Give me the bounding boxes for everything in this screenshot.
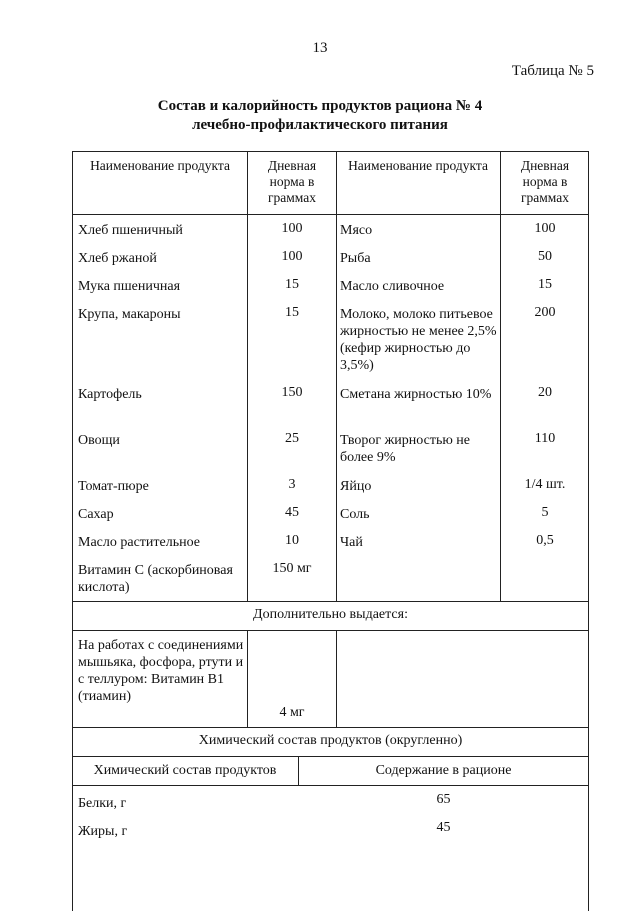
chemical-title-bottom-border <box>72 756 589 757</box>
header-bottom-border <box>72 214 589 215</box>
row-5-right-value: 20 <box>538 385 552 400</box>
row-1-right-name: Мясо <box>340 223 373 238</box>
row-10-left-value: 150 мг <box>272 561 312 576</box>
chemical-row-2-name: Жиры, г <box>78 824 128 839</box>
row-4-left-name: Крупа, макароны <box>78 307 181 322</box>
row-1-left-value: 100 <box>281 221 303 236</box>
row-2-left-value: 100 <box>281 249 303 264</box>
additional-label-bottom-border <box>72 630 589 631</box>
row-4-right-value: 200 <box>534 305 556 320</box>
row-7-left-name: Томат-пюре <box>78 479 149 494</box>
page-number: 13 <box>312 40 328 56</box>
header-product-left: Наименование продукта <box>90 158 230 173</box>
row-9-right-name: Чай <box>340 535 363 550</box>
col-divider-1-additional <box>247 630 248 727</box>
row-3-right-value: 15 <box>538 277 552 292</box>
row-6-right-name: Творог жирностью не более 9% <box>340 433 470 465</box>
row-8-left-name: Сахар <box>78 507 114 522</box>
col-divider-1-upper <box>247 151 248 601</box>
table-top-border <box>72 151 589 152</box>
additional-item-value: 4 мг <box>279 705 305 720</box>
page-title <box>0 97 640 135</box>
row-6-left-name: Овощи <box>78 433 120 448</box>
row-1-right-value: 100 <box>534 221 556 236</box>
additional-label: Дополнительно выдается: <box>253 607 408 622</box>
row-2-right-value: 50 <box>538 249 552 264</box>
col-divider-2-additional <box>336 630 337 727</box>
row-3-left-value: 15 <box>285 277 299 292</box>
row-5-left-value: 150 <box>281 385 303 400</box>
title-line-2: лечебно-профилактического питания <box>192 117 448 133</box>
table-ref: Таблица № 5 <box>511 63 594 79</box>
row-7-left-value: 3 <box>288 477 296 492</box>
row-7-right-value: 1/4 шт. <box>524 477 566 492</box>
row-2-right-name: Рыба <box>340 251 371 266</box>
row-2-left-name: Хлеб ржаной <box>78 251 157 266</box>
row-9-left-value: 10 <box>285 533 299 548</box>
row-7-right-name: Яйцо <box>340 479 372 494</box>
header-daily-right: Дневная норма в граммах <box>520 158 570 205</box>
title-line-1: Состав и калорийность продуктов рациона № 4 <box>157 98 483 114</box>
row-9-left-name: Масло растительное <box>78 535 200 550</box>
chemical-col1-header: Химический состав продуктов <box>93 763 277 778</box>
row-6-left-value: 25 <box>285 431 299 446</box>
row-6-right-value: 110 <box>534 431 556 446</box>
row-4-right-name: Молоко, молоко питьевое жирностью не менее 2,5% (кефир жирностью до 3,5%) <box>340 307 497 373</box>
col-divider-3-upper <box>500 151 501 601</box>
row-4-left-value: 15 <box>285 305 299 320</box>
row-9-right-value: 0,5 <box>536 533 554 548</box>
row-8-right-name: Соль <box>340 507 370 522</box>
chemical-row-1-value: 65 <box>436 792 451 807</box>
row-1-left-name: Хлеб пшеничный <box>78 223 183 238</box>
row-3-right-name: Масло сливочное <box>340 279 445 294</box>
chemical-top-border <box>72 727 589 728</box>
chemical-header-bottom-border <box>72 785 589 786</box>
row-3-left-name: Мука пшеничная <box>78 279 181 294</box>
header-daily-left: Дневная норма в граммах <box>267 158 317 205</box>
row-8-right-value: 5 <box>541 505 549 520</box>
row-5-left-name: Картофель <box>78 387 142 402</box>
chemical-section-title: Химический состав продуктов (округленно) <box>198 733 463 748</box>
row-10-left-name: Витамин С (аскорбиновая кислота) <box>78 563 233 595</box>
additional-item-name: На работах с соединениями мышьяка, фосфора, ртути и с теллуром: Витамин В1 (тиамин) <box>78 638 244 704</box>
ration-table <box>72 151 589 911</box>
col-divider-2-upper <box>336 151 337 601</box>
chemical-row-1-name: Белки, г <box>78 796 127 811</box>
additional-top-border <box>72 601 589 602</box>
row-5-right-name: Сметана жирностью 10% <box>340 387 492 402</box>
chemical-row-2-value: 45 <box>436 820 451 835</box>
table-left-border <box>72 151 73 911</box>
row-8-left-value: 45 <box>285 505 299 520</box>
header-product-right: Наименование продукта <box>348 158 488 173</box>
chemical-col2-header: Содержание в рационе <box>375 763 512 778</box>
